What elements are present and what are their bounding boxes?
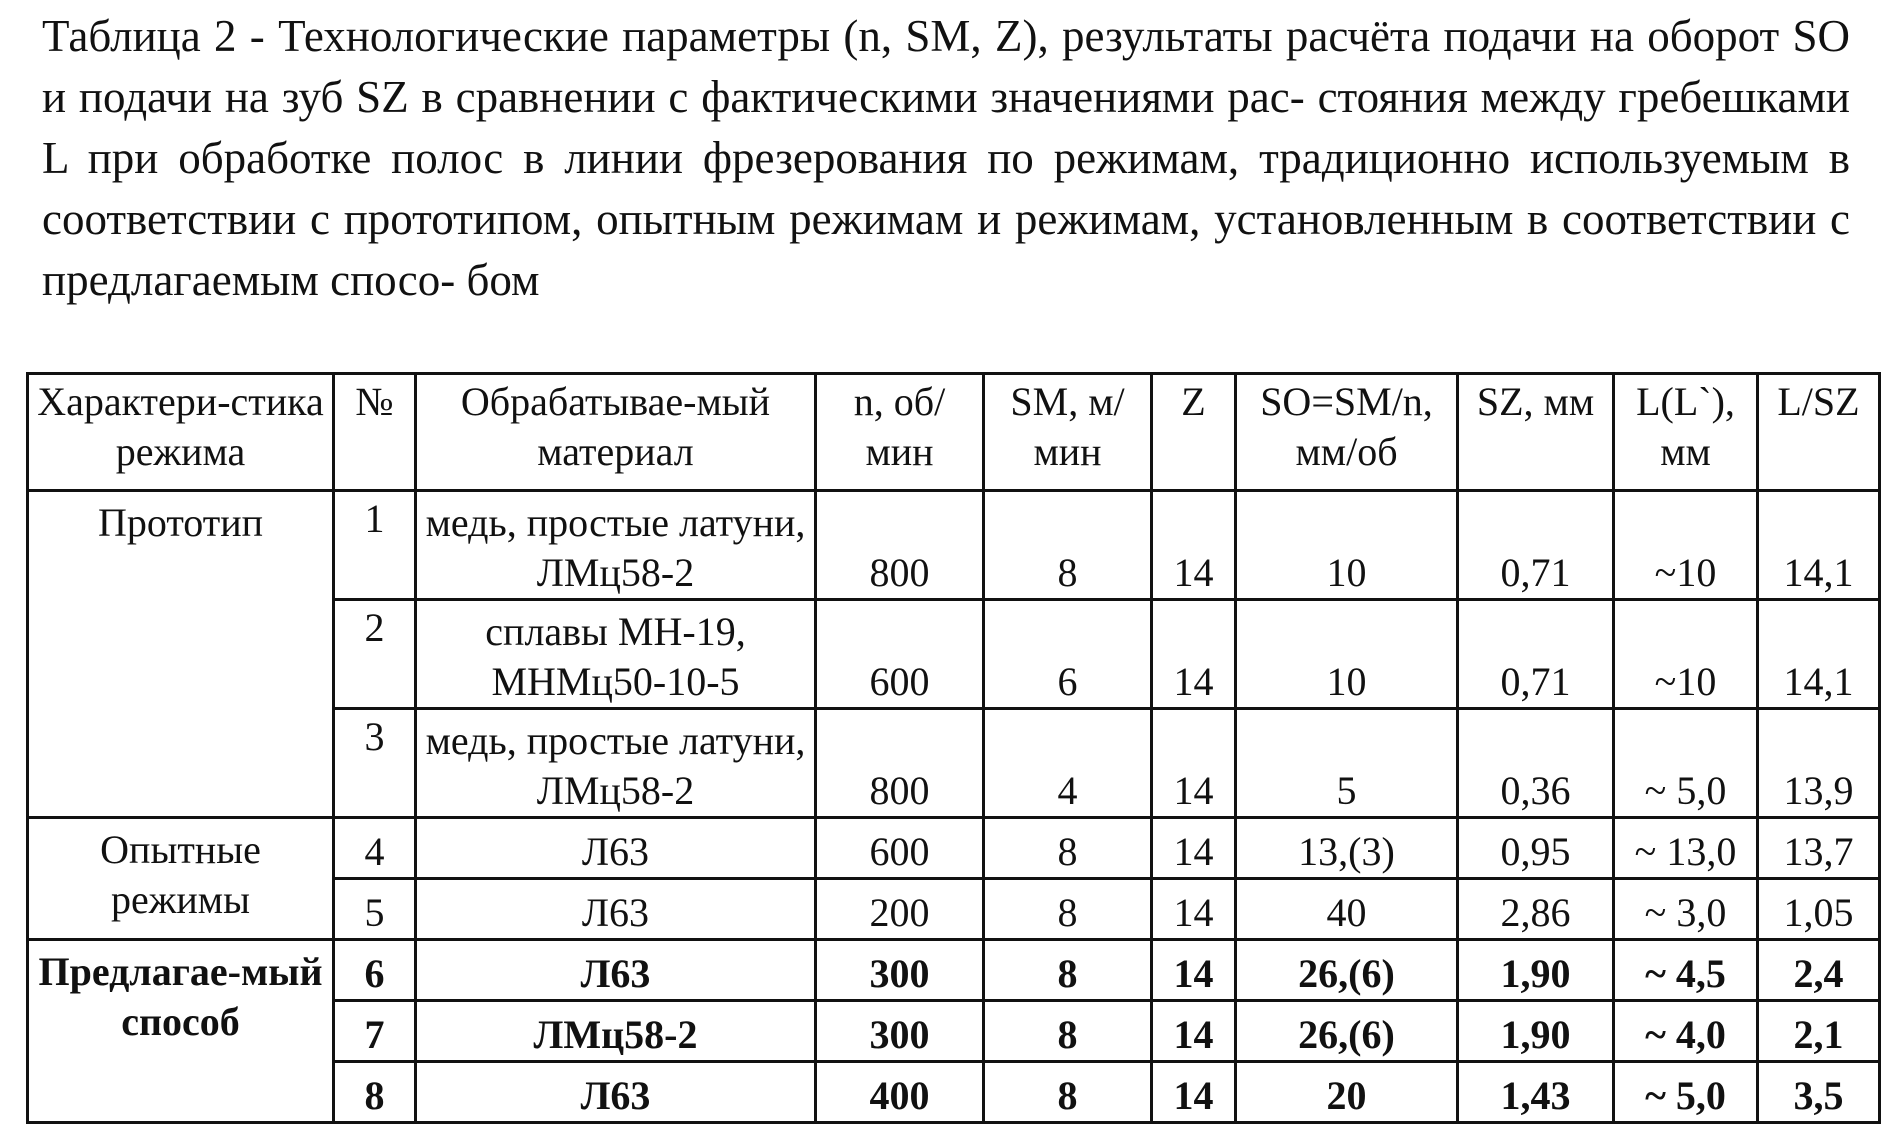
table-caption — [42, 6, 1850, 311]
cell-n: 800 — [816, 491, 984, 600]
header-z: Z — [1152, 374, 1236, 491]
cell-lsz: 1,05 — [1758, 879, 1880, 940]
cell-material: медь, простые латуни, ЛМц58-2 — [416, 709, 816, 818]
cell-material: Л63 — [416, 940, 816, 1001]
parameters-table — [26, 372, 1881, 1124]
cell-l: ~10 — [1614, 600, 1758, 709]
cell-sm: 8 — [984, 818, 1152, 879]
cell-material: сплавы МН-19, МНМц50-10-5 — [416, 600, 816, 709]
cell-material: ЛМц58-2 — [416, 1001, 816, 1062]
cell-material: медь, простые латуни, ЛМц58-2 — [416, 491, 816, 600]
caption-line-3: стояния между гребешками L при обработке полос в линии фрезерования по — [42, 72, 1850, 183]
caption-line-5: режимам и режимам, установленным в соответствии с предлагаемым спосо- — [42, 194, 1850, 305]
cell-sm: 6 — [984, 600, 1152, 709]
cell-num: 4 — [334, 818, 416, 879]
cell-z: 14 — [1152, 940, 1236, 1001]
cell-l: ~ 13,0 — [1614, 818, 1758, 879]
cell-sm: 4 — [984, 709, 1152, 818]
cell-num: 8 — [334, 1062, 416, 1123]
cell-sz: 0,71 — [1458, 491, 1614, 600]
header-material: Обрабатывае-мый материал — [416, 374, 816, 491]
header-mode: Характери-стика режима — [28, 374, 334, 491]
cell-sm: 8 — [984, 491, 1152, 600]
cell-z: 14 — [1152, 709, 1236, 818]
cell-so: 26,(6) — [1236, 1001, 1458, 1062]
cell-num: 5 — [334, 879, 416, 940]
cell-lsz: 2,1 — [1758, 1001, 1880, 1062]
cell-num: 2 — [334, 600, 416, 709]
header-row — [28, 374, 1880, 491]
cell-z: 14 — [1152, 818, 1236, 879]
cell-so: 40 — [1236, 879, 1458, 940]
cell-z: 14 — [1152, 1001, 1236, 1062]
cell-so: 10 — [1236, 491, 1458, 600]
cell-n: 800 — [816, 709, 984, 818]
header-sz: SZ, мм — [1458, 374, 1614, 491]
cell-z: 14 — [1152, 600, 1236, 709]
cell-z: 14 — [1152, 491, 1236, 600]
header-num: № — [334, 374, 416, 491]
table-row — [28, 818, 1880, 879]
table-row — [28, 940, 1880, 1001]
header-n: n, об/мин — [816, 374, 984, 491]
cell-lsz: 3,5 — [1758, 1062, 1880, 1123]
cell-n: 200 — [816, 879, 984, 940]
cell-l: ~ 4,5 — [1614, 940, 1758, 1001]
cell-lsz: 2,4 — [1758, 940, 1880, 1001]
cell-lsz: 13,9 — [1758, 709, 1880, 818]
header-so: SO=SM/n, мм/об — [1236, 374, 1458, 491]
table-row — [28, 491, 1880, 600]
table-container — [26, 372, 1878, 1124]
cell-z: 14 — [1152, 879, 1236, 940]
cell-lsz: 13,7 — [1758, 818, 1880, 879]
cell-z: 14 — [1152, 1062, 1236, 1123]
cell-n: 400 — [816, 1062, 984, 1123]
cell-n: 600 — [816, 818, 984, 879]
cell-lsz: 14,1 — [1758, 491, 1880, 600]
cell-so: 5 — [1236, 709, 1458, 818]
cell-l: ~ 5,0 — [1614, 1062, 1758, 1123]
cell-sz: 1,43 — [1458, 1062, 1614, 1123]
cell-so: 13,(3) — [1236, 818, 1458, 879]
cell-l: ~ 3,0 — [1614, 879, 1758, 940]
header-lsz: L/SZ — [1758, 374, 1880, 491]
cell-n: 300 — [816, 940, 984, 1001]
cell-num: 7 — [334, 1001, 416, 1062]
cell-num: 3 — [334, 709, 416, 818]
cell-sz: 0,36 — [1458, 709, 1614, 818]
cell-so: 10 — [1236, 600, 1458, 709]
cell-sz: 1,90 — [1458, 940, 1614, 1001]
cell-material: Л63 — [416, 818, 816, 879]
cell-sm: 8 — [984, 1001, 1152, 1062]
cell-sz: 2,86 — [1458, 879, 1614, 940]
cell-material: Л63 — [416, 1062, 816, 1123]
cell-l: ~ 4,0 — [1614, 1001, 1758, 1062]
cell-sm: 8 — [984, 940, 1152, 1001]
cell-sz: 0,71 — [1458, 600, 1614, 709]
cell-so: 20 — [1236, 1062, 1458, 1123]
cell-l: ~ 5,0 — [1614, 709, 1758, 818]
cell-sm: 8 — [984, 1062, 1152, 1123]
cell-so: 26,(6) — [1236, 940, 1458, 1001]
caption-line-4: режимам, традиционно используемым в соответствии с прототипом, опытным — [42, 133, 1850, 244]
cell-n: 600 — [816, 600, 984, 709]
group-experimental: Опытные режимы — [28, 818, 334, 940]
cell-material: Л63 — [416, 879, 816, 940]
cell-num: 6 — [334, 940, 416, 1001]
caption-line-1: Таблица 2 - Технологические параметры (n, SM, Z), результаты расчёта подачи — [42, 11, 1577, 61]
cell-lsz: 14,1 — [1758, 600, 1880, 709]
cell-sm: 8 — [984, 879, 1152, 940]
caption-line-2: на оборот SO и подачи на зуб SZ в сравнении с фактическими значениями рас- — [42, 11, 1850, 122]
caption-line-6: бом — [466, 255, 540, 305]
cell-l: ~10 — [1614, 491, 1758, 600]
group-proposed: Предлагае-мый способ — [28, 940, 334, 1123]
group-prototype: Прототип — [28, 491, 334, 818]
cell-sz: 0,95 — [1458, 818, 1614, 879]
cell-sz: 1,90 — [1458, 1001, 1614, 1062]
cell-n: 300 — [816, 1001, 984, 1062]
header-l: L(L`), мм — [1614, 374, 1758, 491]
header-sm: SM, м/мин — [984, 374, 1152, 491]
cell-num: 1 — [334, 491, 416, 600]
